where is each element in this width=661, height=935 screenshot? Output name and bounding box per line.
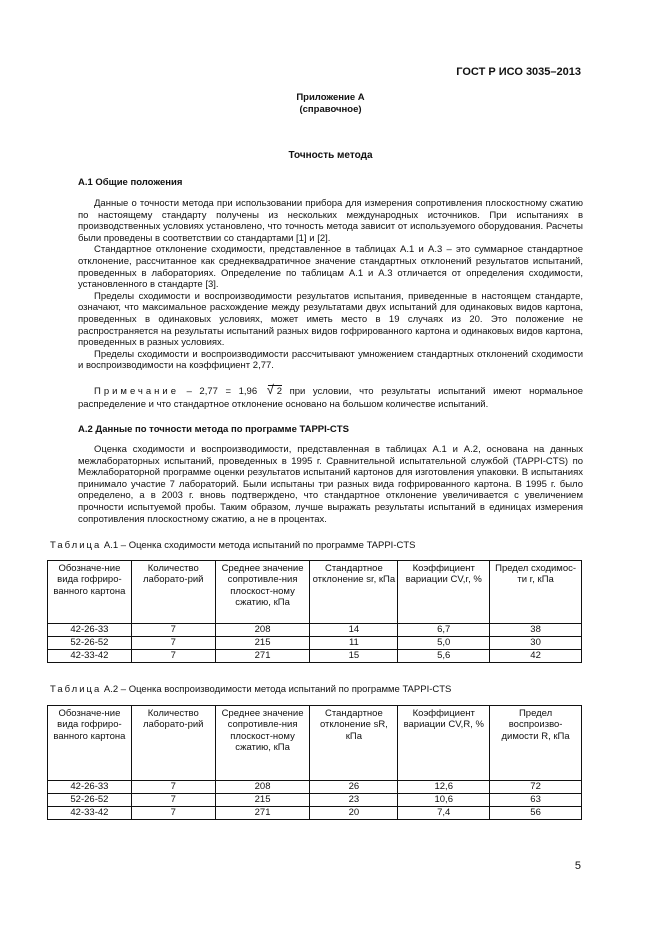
table-cell: 7: [131, 807, 215, 820]
table-cell: 215: [215, 637, 310, 650]
note-text: при условии, что результаты испытаний имеют нормальное распределение и что стандартное отклонение основано на большом количестве испытаний.: [78, 386, 584, 410]
table-cell: 52-26-52: [48, 637, 132, 650]
table-cell: 42-33-42: [48, 807, 132, 820]
table-cell: 42-33-42: [48, 650, 132, 663]
table-row: [48, 807, 582, 820]
table1-caption: [50, 540, 415, 551]
table-cell: 7: [131, 781, 215, 794]
table-row: [48, 781, 582, 794]
table1: [47, 560, 582, 663]
table-cell: 52-26-52: [48, 794, 132, 807]
table-cell: 30: [490, 637, 582, 650]
table1-header-cell: Обозначе-ние вида гофриро-ванного картона: [48, 561, 132, 624]
table-cell: 5,6: [398, 650, 490, 663]
table2-header-cell: Предел воспроизво-димости R, кПа: [490, 706, 582, 781]
table-row: [48, 650, 582, 663]
table2-header-cell: Среднее значение сопротивле-ния плоскост-ному сжатию, кПа: [215, 706, 310, 781]
table2-header-cell: Коэффициент вариации CV,R, %: [398, 706, 490, 781]
table-cell: 38: [490, 624, 582, 637]
table2: [47, 705, 582, 820]
note-formula: – 2,77 = 1,96: [186, 386, 258, 397]
table-cell: 208: [215, 624, 310, 637]
section-title: Точность метода: [288, 150, 373, 161]
table-cell: 208: [215, 781, 310, 794]
table-cell: 26: [310, 781, 398, 794]
table-cell: 7,4: [398, 807, 490, 820]
appendix-subtitle: (справочное): [299, 104, 362, 115]
table-cell: 42-26-33: [48, 624, 132, 637]
table-cell: 15: [310, 650, 398, 663]
table-row: [48, 637, 582, 650]
table-cell: 20: [310, 807, 398, 820]
table-cell: 10,6: [398, 794, 490, 807]
a1-heading: А.1 Общие положения: [78, 177, 183, 188]
table-cell: 56: [490, 807, 582, 820]
table-cell: 14: [310, 624, 398, 637]
a1-note: [78, 385, 583, 411]
table-cell: 5,0: [398, 637, 490, 650]
a2-paragraph: Оценка сходимости и воспроизводимости, представленная в таблицах А.1 и А.2, основана на данных межлабораторных испытаний, проведенных в 1995 г. Сравнительной испытательной службой (TAPPI-CTS) по Межлабораторной программе оценки результатов испытаний картонов для изготовления упаковки. В испытаниях принимало участие 7 лабораторий. Были испытаны три разных вида гофрированного картона. В 1995 г. было определено, а в 2003 г. вновь подтверждено, что стандартное отклонение увеличивается с увеличением прочности испытуемой пробы. Таким образом, лучше выражать результаты испытаний в единицах измерения сопротивления плоскостному сжатию, а не в процентах.: [78, 444, 583, 525]
table-cell: 42: [490, 650, 582, 663]
table2-header-cell: Стандартное отклонение sR, кПа: [310, 706, 398, 781]
table-cell: 7: [131, 624, 215, 637]
a1-paragraph: Данные о точности метода при использовании прибора для измерения сопротивления плоскостному сжатию по настоящему стандарту получены из нескольких международных источников. При испытаниях в производственных условиях установлено, что точность метода зависит от используемого оборудования. Расчеты были проведены в соответствии со стандартами [1] и [2].: [78, 198, 583, 244]
a2-body: [78, 444, 583, 525]
note-label: Примечание: [94, 386, 179, 397]
table2-header-row: [48, 706, 582, 781]
table2-caption-text: А.2 – Оценка воспроизводимости метода испытаний по программе TAPPI-CTS: [103, 684, 452, 695]
table1-header-row: [48, 561, 582, 624]
table1-caption-text: А.1 – Оценка сходимости метода испытаний по программе TAPPI-CTS: [103, 540, 416, 551]
table-cell: 23: [310, 794, 398, 807]
table2-caption-label: Таблица: [50, 684, 102, 695]
table1-header-cell: Среднее значение сопротивле-ния плоскост-ному сжатию, кПа: [215, 561, 310, 624]
table-row: [48, 624, 582, 637]
table-cell: 271: [215, 650, 310, 663]
table-cell: 72: [490, 781, 582, 794]
table-cell: 63: [490, 794, 582, 807]
standard-designation: ГОСТ Р ИСО 3035–2013: [456, 66, 581, 78]
table1-header-cell: Стандартное отклонение sr, кПа: [310, 561, 398, 624]
appendix-heading: [0, 92, 661, 116]
a1-body: [78, 198, 583, 372]
table1-header-cell: Коэффициент вариации CV,r, %: [398, 561, 490, 624]
table-cell: 7: [131, 794, 215, 807]
table-cell: 7: [131, 650, 215, 663]
table-cell: 12,6: [398, 781, 490, 794]
table-cell: 271: [215, 807, 310, 820]
table2-caption: [50, 684, 451, 695]
a2-heading: А.2 Данные по точности метода по программе TAPPI-CTS: [78, 424, 349, 435]
table-cell: 7: [131, 637, 215, 650]
table1-header-cell: Предел сходимос-ти r, кПа: [490, 561, 582, 624]
table2-header-cell: Обозначе-ние вида гофриро-ванного картона: [48, 706, 132, 781]
note-sqrt-value: 2: [276, 386, 282, 397]
page-number: 5: [574, 860, 581, 872]
a1-paragraph: Пределы сходимости и воспроизводимости результатов испытания, приведенные в настоящем стандарте, означают, что максимальное расхождение между результатами двух испытаний для одинаковых видов картона, проведенных в одинаковых условиях, может иметь место в 19 случаях из 20. Это положение не распространяется на результаты испытаний разных видов гофрированного картона и одинаковых видов картона, проведенных в разных условиях.: [78, 290, 583, 349]
table-row: [48, 794, 582, 807]
table1-header-cell: Количество лаборато-рий: [131, 561, 215, 624]
a1-paragraph: Стандартное отклонение сходимости, представленное в таблицах А.1 и А.3 – это суммарное стандартное отклонение, рассчитанное как среднеквадратичное значение стандартных отклонений результатов испытаний, проведенных в лабораториях. Определение по таблицам А.1 и А.3 отличается от определения сходимости, установленного в стандарте [3].: [78, 244, 583, 291]
a1-paragraph: Пределы сходимости и воспроизводимости рассчитывают умножением стандартных отклонений сходимости и воспроизводимости на коэффициент 2,77.: [78, 348, 583, 372]
table-cell: 6,7: [398, 624, 490, 637]
sqrt-symbol: [268, 385, 282, 397]
table1-caption-label: Таблица: [50, 540, 102, 551]
table-cell: 42-26-33: [48, 781, 132, 794]
appendix-title: Приложение А: [296, 92, 365, 103]
table2-header-cell: Количество лаборато-рий: [131, 706, 215, 781]
table-cell: 215: [215, 794, 310, 807]
table-cell: 11: [310, 637, 398, 650]
